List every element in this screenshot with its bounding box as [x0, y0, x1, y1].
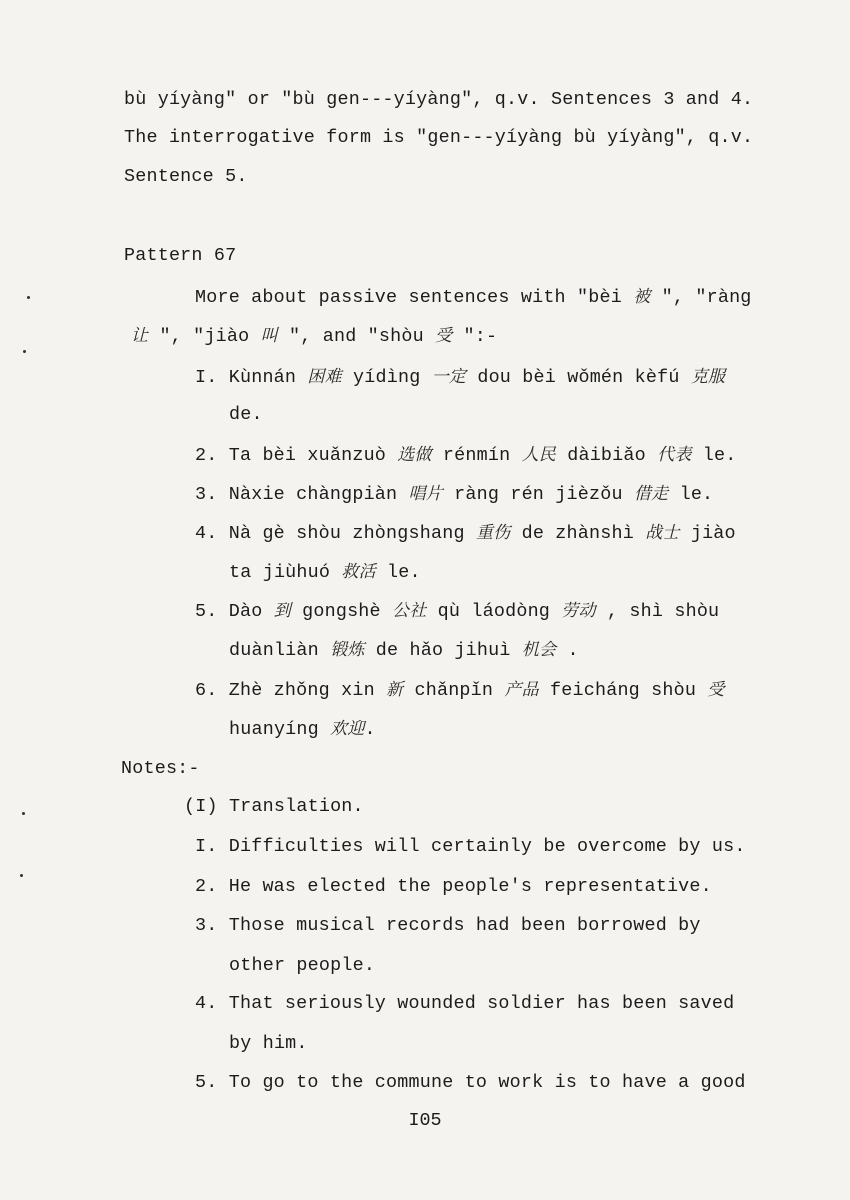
pinyin-text: chǎnpǐn	[403, 680, 505, 701]
pattern-heading: Pattern 67	[124, 245, 237, 266]
scan-mark	[27, 296, 30, 299]
pinyin-text: Zhè zhǒng xin	[228, 680, 387, 701]
translation-text: He was elected the people's representative.	[228, 876, 712, 897]
sentence-5	[195, 600, 719, 623]
handwritten-chinese: 被	[633, 287, 651, 307]
sentence-6	[195, 679, 725, 702]
sentence-6-continuation	[229, 718, 376, 741]
handwritten-chinese: 欢迎	[330, 719, 365, 739]
translation-text: That seriously wounded soldier has been saved	[228, 993, 735, 1014]
translation-2	[195, 876, 712, 898]
pinyin-text: feicháng shòu	[538, 680, 708, 701]
translation-number: I.	[195, 836, 218, 857]
handwritten-chinese: 受	[435, 326, 453, 346]
handwritten-chinese: 产品	[504, 680, 539, 700]
sentence-number: 4.	[195, 523, 218, 544]
desc-text: ", "ràng	[650, 287, 752, 308]
pinyin-text: dàibiǎo	[555, 445, 658, 466]
translation-text: Difficulties will certainly be overcome by us.	[228, 836, 746, 857]
notes-subheading: (I) Translation.	[184, 796, 364, 817]
pinyin-text: .	[364, 719, 376, 740]
handwritten-chinese: 公社	[392, 601, 427, 621]
handwritten-chinese: 受	[707, 680, 725, 700]
handwritten-chinese: 唱片	[408, 484, 443, 504]
desc-text: ", "jiào	[148, 326, 261, 347]
handwritten-chinese: 困难	[307, 367, 342, 387]
translation-5	[195, 1072, 746, 1094]
pinyin-text: de hǎo jihuì	[364, 640, 522, 661]
translation-3	[195, 915, 701, 937]
sentence-5-continuation	[229, 639, 579, 662]
page-number: I05	[408, 1110, 442, 1131]
handwritten-chinese: 救活	[341, 562, 376, 582]
sentence-number: 3.	[195, 484, 218, 505]
handwritten-chinese: 克服	[690, 367, 726, 387]
pinyin-text: dou bèi wǒmén kèfú	[466, 367, 691, 388]
handwritten-chinese: 重伤	[475, 523, 511, 543]
scan-mark	[22, 812, 25, 815]
notes-heading: Notes:-	[121, 758, 200, 779]
handwritten-chinese: 到	[273, 601, 291, 621]
pinyin-text: Ta bèi xuǎnzuò	[228, 445, 398, 466]
pinyin-text: huanyíng	[229, 719, 331, 740]
pinyin-text: Dào	[228, 601, 274, 622]
sentence-number: 2.	[195, 445, 218, 466]
pinyin-text: rénmín	[431, 445, 522, 466]
translation-4-continuation: by him.	[229, 1033, 308, 1054]
desc-text: ", and "shòu	[277, 326, 436, 347]
pinyin-text: duànliàn	[229, 640, 331, 661]
sentence-2	[195, 444, 736, 467]
pattern-description-line-1	[195, 286, 752, 309]
sentence-1-continuation: de.	[229, 404, 263, 425]
sentence-1	[195, 366, 725, 389]
intro-line-1: bù yíyàng" or "bù gen---yíyàng", q.v. Sentences 3 and 4.	[124, 89, 754, 110]
sentence-4-continuation	[229, 561, 421, 584]
sentence-number: I.	[195, 367, 218, 388]
pinyin-text: qù láodòng	[426, 601, 562, 622]
pinyin-text: ta jiùhuó	[229, 562, 342, 583]
handwritten-chinese: 劳动	[561, 601, 596, 621]
handwritten-chinese: 选做	[397, 445, 432, 465]
handwritten-chinese: 代表	[657, 445, 692, 465]
handwritten-chinese: 叫	[260, 326, 278, 346]
handwritten-chinese: 让	[131, 326, 149, 346]
translation-text: Those musical records had been borrowed by	[228, 915, 701, 936]
handwritten-chinese: 新	[386, 680, 404, 700]
pinyin-text: yídìng	[341, 367, 432, 388]
handwritten-chinese: 一定	[431, 367, 467, 387]
intro-line-2: The interrogative form is "gen---yíyàng bù yíyàng", q.v.	[124, 127, 754, 148]
scan-mark	[23, 350, 26, 353]
pinyin-text: jiào	[679, 523, 736, 544]
sentence-4	[195, 522, 736, 545]
translation-4	[195, 993, 734, 1015]
translation-number: 5.	[195, 1072, 218, 1093]
translation-1	[195, 836, 746, 858]
pinyin-text: de zhànshì	[510, 523, 646, 544]
handwritten-chinese: 借走	[633, 484, 669, 504]
scan-mark	[20, 874, 23, 877]
pinyin-text: Nà gè shòu zhòngshang	[228, 523, 476, 544]
pinyin-text: Kùnnán	[228, 367, 308, 388]
translation-number: 2.	[195, 876, 218, 897]
pinyin-text: .	[556, 640, 579, 661]
pinyin-text: le.	[375, 562, 421, 583]
handwritten-chinese: 锻炼	[330, 640, 365, 660]
translation-number: 4.	[195, 993, 218, 1014]
translation-3-continuation: other people.	[229, 955, 376, 976]
pinyin-text: ràng rén jièzǒu	[442, 484, 634, 505]
handwritten-chinese: 战士	[645, 523, 680, 543]
sentence-3	[195, 483, 713, 506]
translation-text: To go to the commune to work is to have a good	[228, 1072, 746, 1093]
desc-text: More about passive sentences with "bèi	[195, 287, 634, 308]
intro-line-3: Sentence 5.	[124, 166, 248, 187]
pinyin-text: , shì shòu	[595, 601, 720, 622]
translation-number: 3.	[195, 915, 218, 936]
pinyin-text: le.	[668, 484, 714, 505]
sentence-number: 6.	[195, 680, 218, 701]
desc-text: ":-	[452, 326, 498, 347]
pinyin-text: le.	[691, 445, 737, 466]
handwritten-chinese: 机会	[521, 640, 557, 660]
pattern-description-line-2	[131, 325, 497, 348]
handwritten-chinese: 人民	[521, 445, 556, 465]
pinyin-text: gongshè	[290, 601, 393, 622]
sentence-number: 5.	[195, 601, 218, 622]
pinyin-text: Nàxie chàngpiàn	[228, 484, 409, 505]
